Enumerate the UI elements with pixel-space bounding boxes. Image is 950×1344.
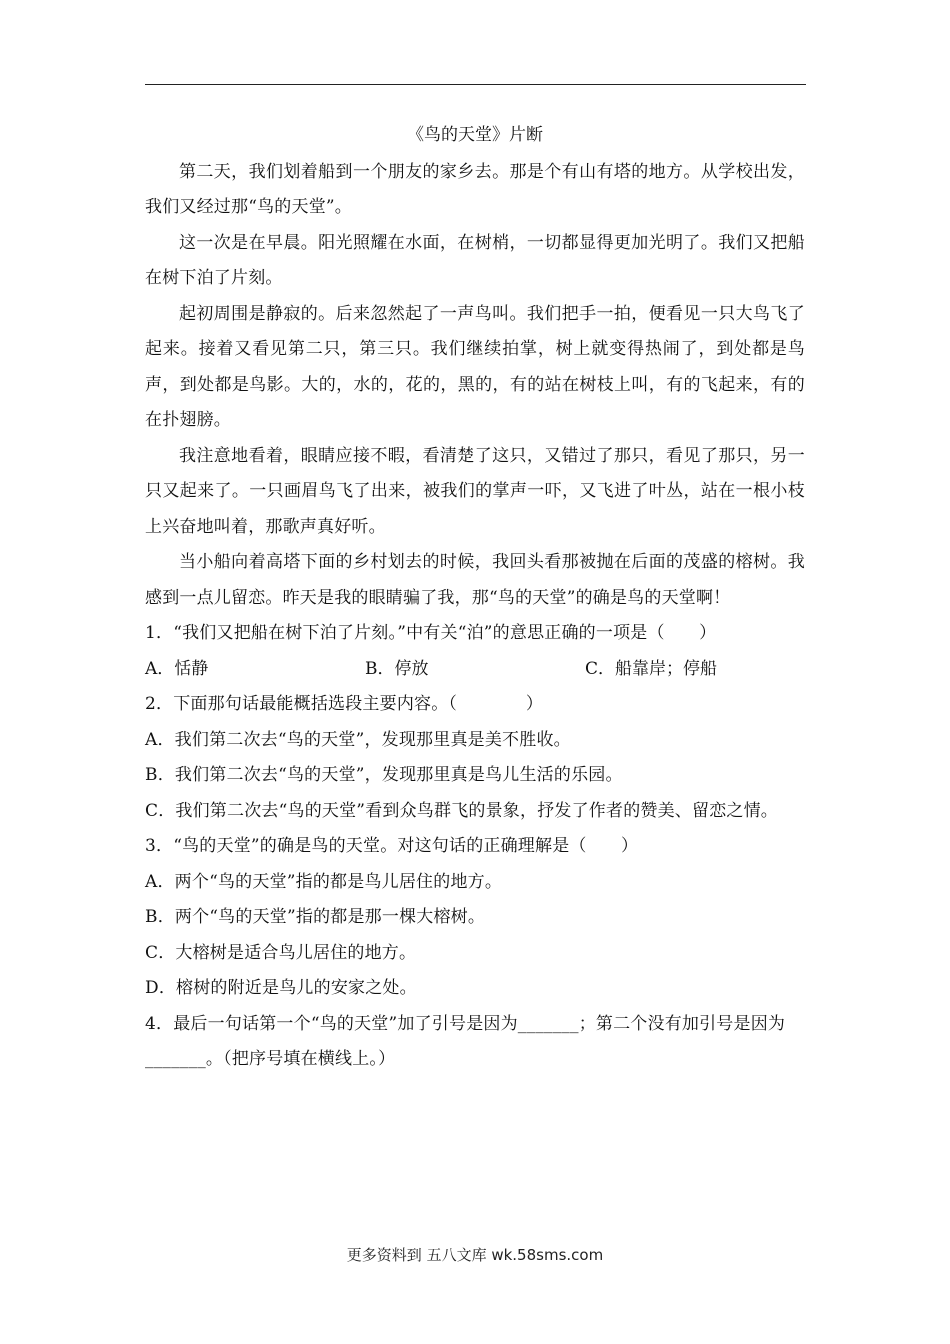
question-1-options	[145, 652, 805, 688]
question-1-stem: 1．“我们又把船在树下泊了片刻。”中有关“泊”的意思正确的一项是（ ）	[145, 623, 717, 643]
question-1-option-a: A．恬静	[145, 658, 209, 679]
question-2-option-b: B．我们第二次去“鸟的天堂”，发现那里真是鸟儿生活的乐园。	[145, 765, 623, 785]
header-rule	[145, 84, 806, 85]
passage-paragraph-1: 第二天，我们划着船到一个朋友的家乡去。那是个有山有塔的地方。从学校出发，我们又经过那“鸟的天堂”。	[145, 161, 805, 217]
passage-paragraph-4: 我注意地看着，眼睛应接不暇，看清楚了这只，又错过了那只，看见了那只，另一只又起来了。一只画眉鸟飞了出来，被我们的掌声一吓，又飞进了叶丛，站在一根小枝上兴奋地叫着，那歌声真好听。	[145, 445, 805, 537]
question-3-option-d: D．榕树的附近是鸟儿的安家之处。	[145, 978, 417, 998]
question-3-option-b: B．两个“鸟的天堂”指的都是那一棵大榕树。	[145, 907, 486, 927]
question-3-stem: 3．“鸟的天堂”的确是鸟的天堂。对这句话的正确理解是（ ）	[145, 836, 639, 856]
passage-paragraph-2: 这一次是在早晨。阳光照耀在水面，在树梢，一切都显得更加光明了。我们又把船在树下泊了片刻。	[145, 232, 805, 288]
question-2-stem: 2．下面那句话最能概括选段主要内容。（ ）	[145, 694, 544, 714]
passage-title: 《鸟的天堂》片断	[407, 125, 543, 145]
question-2-option-a: A．我们第二次去“鸟的天堂”，发现那里真是美不胜收。	[145, 729, 571, 750]
question-1-option-c: C．船靠岸；停船	[585, 658, 718, 679]
passage-paragraph-5: 当小船向着高塔下面的乡村划去的时候，我回头看那被抛在后面的茂盛的榕树。我感到一点儿留恋。昨天是我的眼睛骗了我，那“鸟的天堂”的确是鸟的天堂啊！	[145, 552, 805, 608]
question-4-stem: 4．最后一句话第一个“鸟的天堂”加了引号是因为_______；第二个没有加引号是因为_______。（把序号填在横线上。）	[145, 1013, 786, 1069]
page-footer: 更多资料到 五八文库 wk.58sms.com	[346, 1246, 604, 1264]
question-3-option-a: A．两个“鸟的天堂”指的都是鸟儿居住的地方。	[145, 871, 503, 892]
passage-paragraph-3: 起初周围是静寂的。后来忽然起了一声鸟叫。我们把手一拍，便看见一只大鸟飞了起来。接着又看见第二只，第三只。我们继续拍掌，树上就变得热闹了，到处都是鸟声，到处都是鸟影。大的，水的，花的，黑的，有的站在树枝上叫，有的飞起来，有的在扑翅膀。	[145, 303, 805, 430]
question-2-option-c: C．我们第二次去“鸟的天堂”看到众鸟群飞的景象，抒发了作者的赞美、留恋之情。	[145, 800, 778, 821]
document-body	[145, 118, 805, 1078]
question-1-option-b: B．停放	[365, 658, 429, 679]
question-3-option-c: C．大榕树是适合鸟儿居住的地方。	[145, 942, 417, 963]
